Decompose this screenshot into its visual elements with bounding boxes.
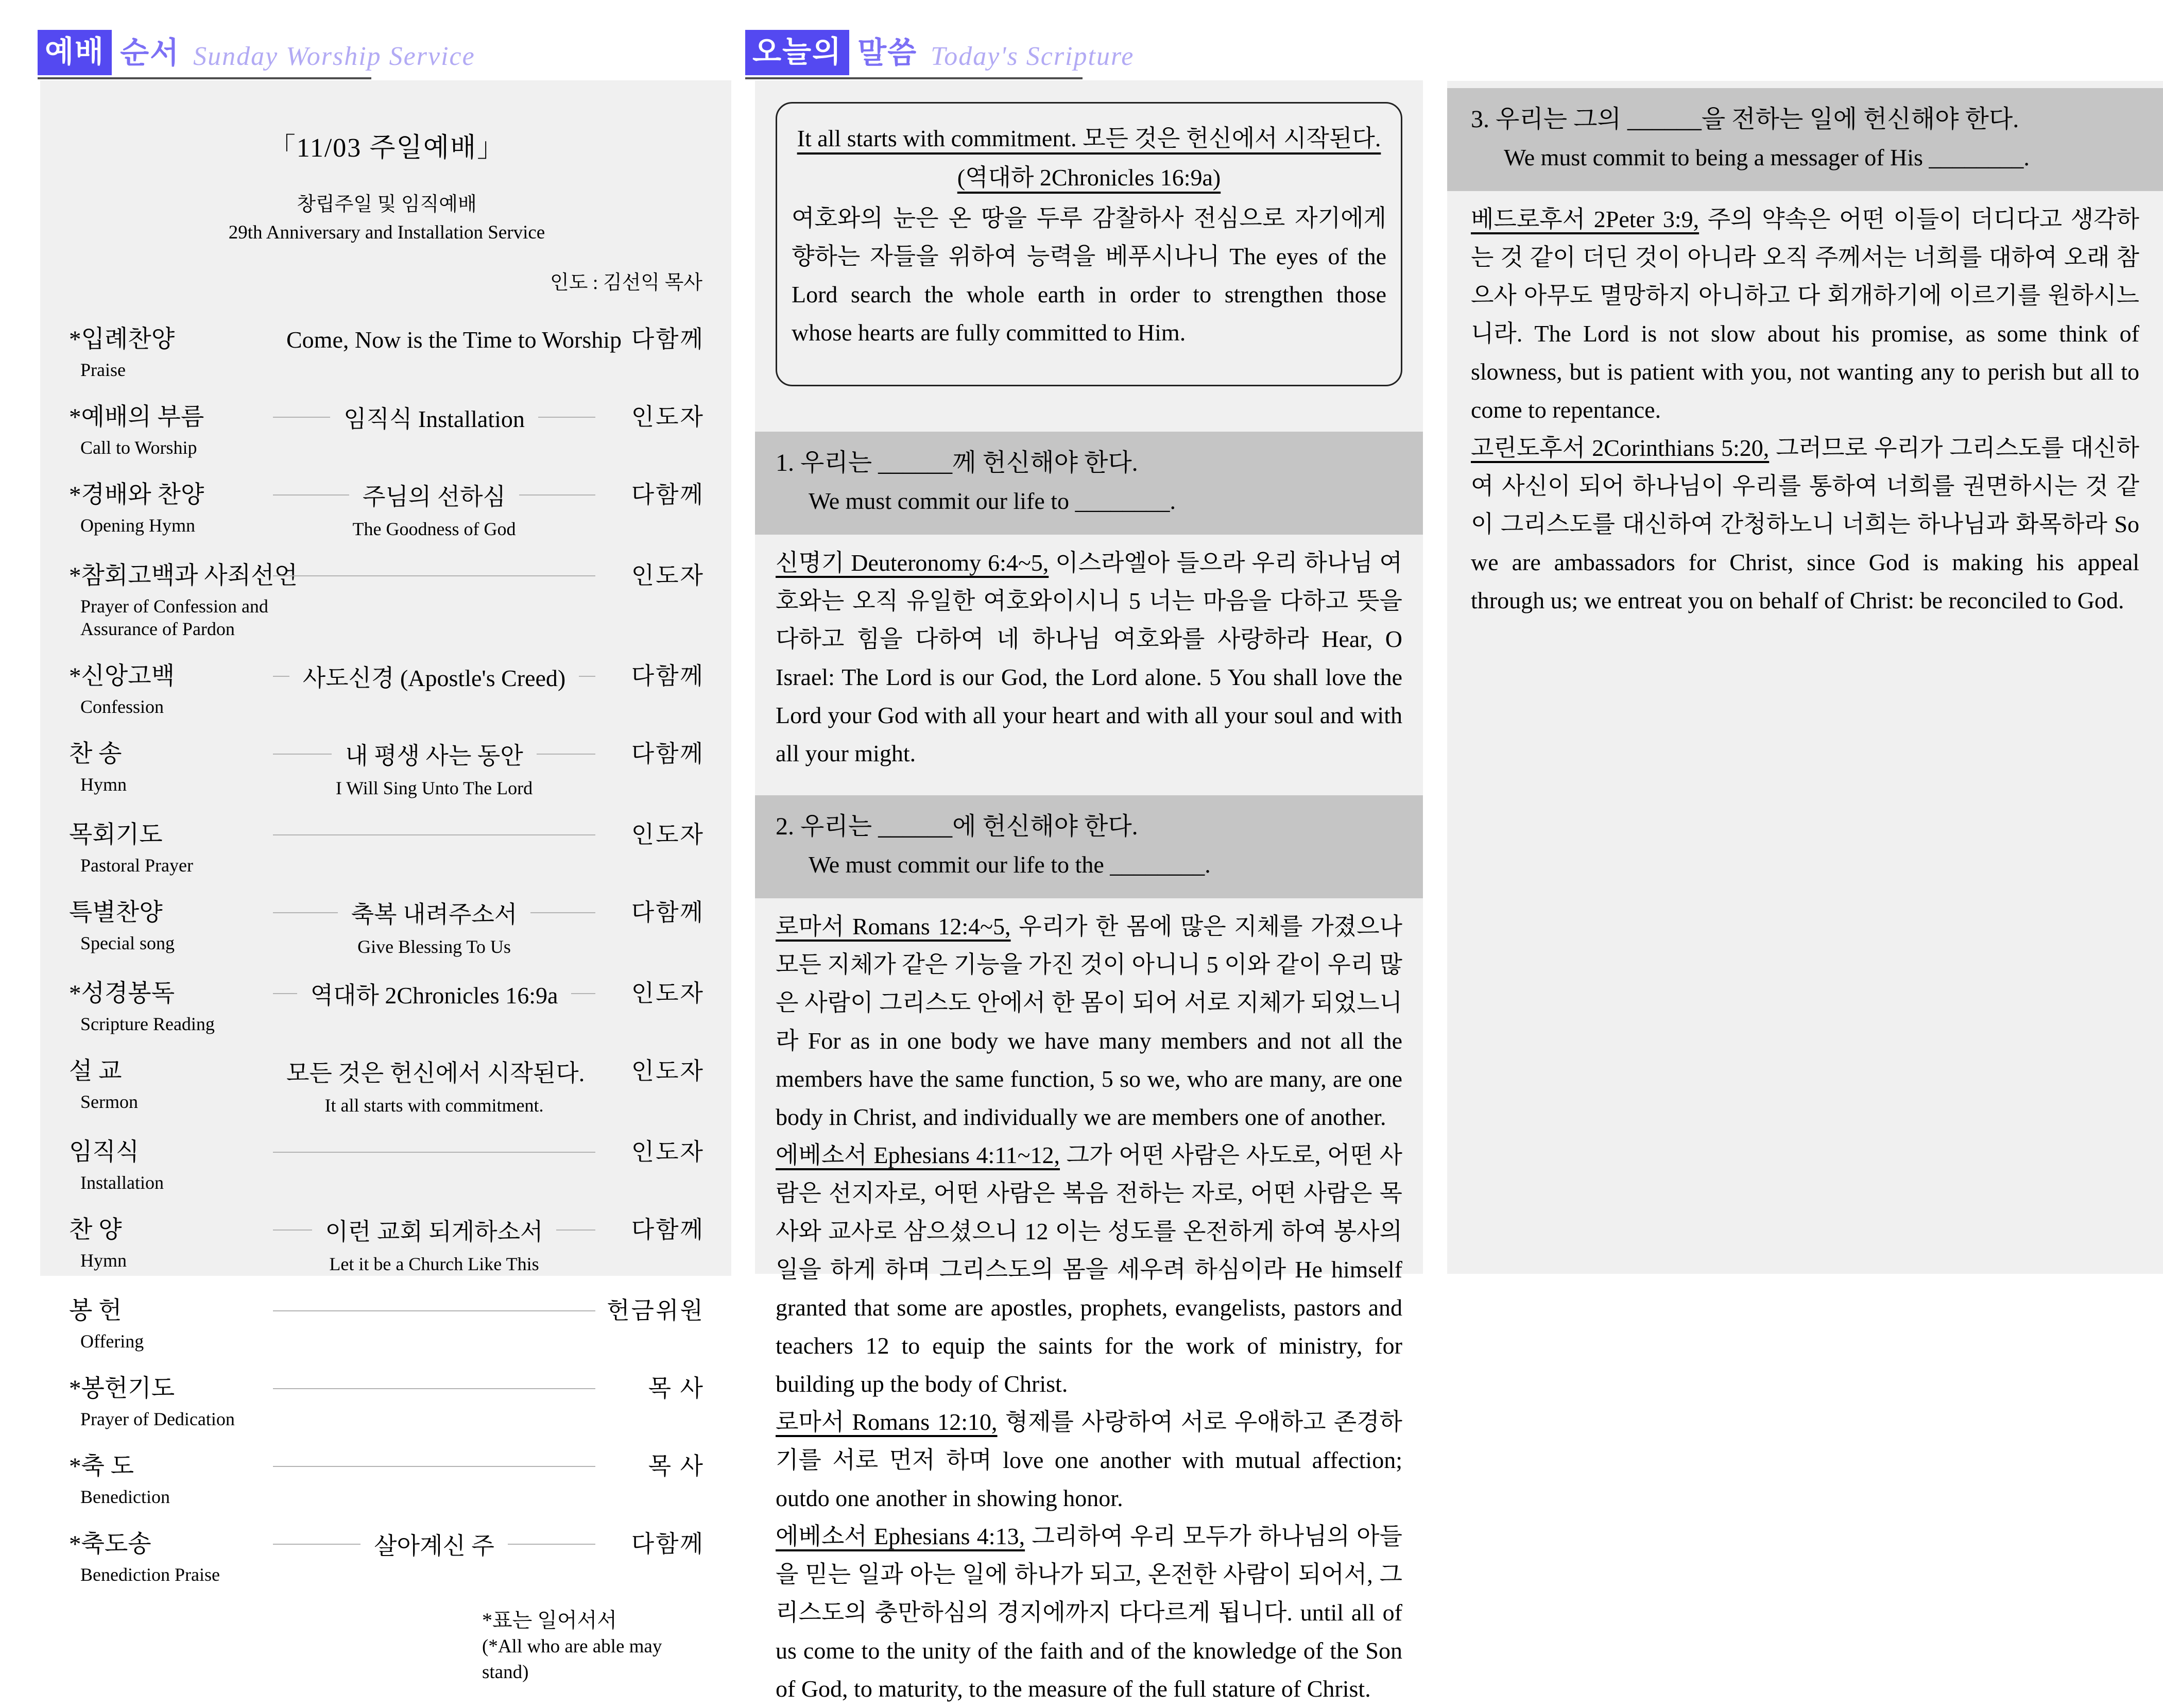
order-row-line xyxy=(273,1451,595,1481)
order-row-label xyxy=(69,1529,273,1586)
order-row-line xyxy=(273,1215,595,1245)
order-item-english: Special song xyxy=(80,933,175,953)
order-item-korean: 봉 헌 xyxy=(69,1297,122,1324)
key-verse-box xyxy=(776,102,1402,386)
order-row-line xyxy=(273,739,595,769)
leader-line xyxy=(508,1544,595,1545)
order-item-role: 다함께 xyxy=(631,1217,705,1243)
section-heading-english: We must commit our life to ________. xyxy=(809,488,1176,514)
scripture-reference: 에베소서 Ephesians 4:11~12, xyxy=(776,1142,1060,1168)
order-row-label xyxy=(69,1296,273,1353)
order-row xyxy=(69,1296,705,1353)
leader-line xyxy=(556,1229,595,1231)
order-item-korean: *축 도 xyxy=(69,1453,134,1480)
scripture-reference: 로마서 Romans 12:10, xyxy=(776,1409,998,1435)
leader-line xyxy=(519,494,595,496)
order-row-label xyxy=(69,1215,273,1272)
order-item-english: Offering xyxy=(80,1331,144,1352)
order-row-label xyxy=(69,979,273,1035)
leader-line xyxy=(273,993,297,994)
order-item-english: Benediction xyxy=(80,1487,170,1507)
stand-footnote-en: (*All who are able may stand) xyxy=(482,1636,662,1683)
order-row xyxy=(69,561,705,640)
order-row-line xyxy=(273,402,595,432)
service-title: 「11/03 주일예배」 xyxy=(268,133,505,163)
order-item-role: 다함께 xyxy=(631,663,705,689)
order-item-title: 이런 교회 되게하소서 xyxy=(325,1219,543,1245)
order-row-label xyxy=(69,1056,273,1113)
order-item-title: Come, Now is the Time to Worship xyxy=(286,326,622,353)
scripture-reference: 에베소서 Ephesians 4:13, xyxy=(776,1523,1025,1549)
order-row-middle xyxy=(273,661,595,691)
scripture-panel xyxy=(755,80,1423,1702)
order-row xyxy=(69,480,705,540)
scripture-paragraph: 고린도후서 2Corinthians 5:20, 그러므로 우리가 그리스도를 대신하여 사신이 되어 하나님이 우리를 통하여 너희를 권면하시는 것 같이 그리스도를 대신하여 간청하노니 너희는 하나님과 화목하라 So we are ambassadors for Christ, since God is making his appeal through us; we entreat you on behalf of Christ: be reconciled to God. xyxy=(1471,435,2139,613)
leader-line xyxy=(273,494,349,496)
order-item-title: 주님의 선하심 xyxy=(362,484,506,510)
worship-order-header-box: 예배 xyxy=(38,30,112,75)
order-row-middle xyxy=(273,1374,595,1404)
worship-order-header xyxy=(38,30,475,75)
order-row xyxy=(69,979,705,1035)
section-heading-bar xyxy=(755,795,1423,898)
order-item-korean: *참회고백과 사죄선언 xyxy=(69,562,298,589)
order-row-line xyxy=(273,324,622,354)
order-row-line xyxy=(273,561,595,591)
order-row xyxy=(69,1215,705,1275)
leader-line xyxy=(273,834,595,835)
service-subtitle-en: 29th Anniversary and Installation Service xyxy=(228,222,545,243)
scripture-sections xyxy=(1471,88,2139,620)
order-item-english: Sermon xyxy=(80,1091,138,1112)
order-item-english: Call to Worship xyxy=(80,437,197,458)
order-row-middle xyxy=(273,898,595,958)
order-row-middle xyxy=(273,1529,595,1559)
order-item-korean: *성경봉독 xyxy=(69,980,175,1007)
scripture-sections xyxy=(776,432,1402,1708)
section-heading-korean: 2. 우리는 ______에 헌신해야 한다. xyxy=(776,813,1138,840)
worship-order-panel xyxy=(40,80,731,1683)
scripture-paragraph: 신명기 Deuteronomy 6:4~5, 이스라엘아 들으라 우리 하나님 여호와는 오직 유일한 여호와이시니 5 너는 마음을 다하고 뜻을 다하고 힘을 다하여 네 하나님 여호와를 사랑하라 Hear, O Israel: The Lord is our God, the Lord alone. 5 You shall love the Lord your God with all your heart and with all your soul and with all your might. xyxy=(776,550,1402,766)
order-item-title: 임직식 Installation xyxy=(344,406,525,432)
leader-line xyxy=(273,754,332,755)
section-gap xyxy=(776,773,1402,795)
order-row xyxy=(69,820,705,877)
order-item-korean: *봉헌기도 xyxy=(69,1375,175,1402)
order-row-label xyxy=(69,820,273,877)
order-row-middle xyxy=(273,402,595,432)
scripture-header-box: 오늘의 xyxy=(745,30,849,75)
order-item-title: 내 평생 사는 동안 xyxy=(345,743,523,769)
order-row-middle xyxy=(273,1137,595,1167)
section-heading-korean: 1. 우리는 ______께 헌신해야 한다. xyxy=(776,449,1138,476)
leader-line xyxy=(273,1544,360,1545)
scripture-paragraph: 에베소서 Ephesians 4:11~12, 그가 어떤 사람은 사도로, 어떤 사람은 선지자로, 어떤 사람은 복음 전하는 자로, 어떤 사람은 목사와 교사로 삼으셨으니 12 이는 성도를 온전하게 하여 봉사의 일을 하게 하며 그리스도의 몸을 세우려 하심이라 He himself granted that some are apostles, prophets, evangelists, pastors and teachers 12 to equip the saints for the work of ministry, for building up the body of Christ. xyxy=(776,1142,1402,1397)
scripture-reference: 로마서 Romans 12:4~5, xyxy=(776,913,1011,940)
order-row-line xyxy=(273,979,595,1009)
order-row xyxy=(69,898,705,958)
order-row-label xyxy=(69,661,273,718)
stand-footnote xyxy=(482,1607,705,1685)
order-row xyxy=(69,1374,705,1430)
order-row-line xyxy=(273,898,595,928)
order-row-label xyxy=(69,1451,273,1508)
order-row-middle xyxy=(273,324,622,354)
order-row-label xyxy=(69,324,273,381)
order-item-korean: 특별찬양 xyxy=(69,899,163,926)
order-row xyxy=(69,1529,705,1586)
order-item-title: 역대하 2Chronicles 16:9a xyxy=(310,982,558,1009)
order-item-english: Confession xyxy=(80,696,164,717)
order-row-line xyxy=(273,1056,595,1086)
scripture-paragraph: 로마서 Romans 12:10, 형제를 사랑하여 서로 우애하고 존경하기를 서로 먼저 하며 love one another with mutual affection; outdo one another in showing honor. xyxy=(776,1409,1402,1511)
leader-line xyxy=(273,1152,595,1153)
scripture-reference: 고린도후서 2Corinthians 5:20, xyxy=(1471,435,1770,461)
order-item-korean: 찬 양 xyxy=(69,1217,122,1243)
order-item-role: 인도자 xyxy=(631,1139,705,1165)
order-row-label xyxy=(69,898,273,954)
order-row xyxy=(69,324,705,381)
section-heading-korean: 3. 우리는 그의 ______을 전하는 일에 헌신해야 한다. xyxy=(1471,106,2019,133)
leader-line xyxy=(273,1310,595,1311)
order-row-label xyxy=(69,1374,273,1430)
order-row xyxy=(69,661,705,718)
order-row-line xyxy=(273,820,595,850)
order-row-middle xyxy=(273,739,595,799)
order-row-middle xyxy=(273,979,595,1009)
order-item-english: Installation xyxy=(80,1172,164,1193)
order-item-title-english: The Goodness of God xyxy=(352,519,516,539)
scripture-paragraph: 에베소서 Ephesians 4:13, 그리하여 우리 모두가 하나님의 아들을 믿는 일과 아는 일에 하나가 되고, 온전한 사람이 되어서, 그리스도의 충만하심의 경지에까지 다다르게 됩니다. until all of us come to the unity of the faith and of the knowledge of the Son of God, to maturity, to the measure of the full stature of Christ. xyxy=(776,1523,1402,1702)
key-verse-line2: (역대하 2Chronicles 16:9a) xyxy=(957,164,1221,191)
section-body xyxy=(776,544,1402,773)
section-heading-english: We must commit our life to the ________. xyxy=(809,851,1211,878)
order-item-role: 목 사 xyxy=(648,1375,705,1402)
order-row-middle xyxy=(273,480,595,540)
order-item-english: Hymn xyxy=(80,774,127,795)
order-rows xyxy=(69,324,705,1586)
service-leader: 인도 : 김선익 목사 xyxy=(550,272,702,294)
order-item-role: 인도자 xyxy=(631,562,705,589)
leader-line xyxy=(571,993,595,994)
order-item-role: 다함께 xyxy=(631,899,705,926)
order-item-title: 살아계신 주 xyxy=(374,1533,494,1559)
order-item-role: 인도자 xyxy=(631,404,705,430)
order-row xyxy=(69,1451,705,1508)
worship-order-header-subtitle: Sunday Worship Service xyxy=(193,42,475,71)
order-item-korean: *입례찬양 xyxy=(69,326,175,353)
service-subtitle-ko: 창립주일 및 임직예배 xyxy=(297,194,477,215)
order-item-korean: 설 교 xyxy=(69,1058,122,1085)
order-item-korean: 임직식 xyxy=(69,1139,140,1166)
stand-footnote-ko: *표는 일어서서 xyxy=(482,1609,617,1632)
order-item-korean: *예배의 부름 xyxy=(69,404,204,431)
order-item-english: Scripture Reading xyxy=(80,1014,215,1034)
worship-order-header-title: 순서 xyxy=(120,36,180,70)
order-item-title-english: Let it be a Church Like This xyxy=(329,1254,539,1274)
order-row-line xyxy=(273,1529,595,1559)
order-item-role: 목 사 xyxy=(648,1453,705,1479)
scripture-panel-continued xyxy=(1447,81,2163,1274)
order-item-english: Prayer of Confession and Assurance of Pardon xyxy=(80,596,268,639)
order-item-role: 인도자 xyxy=(631,822,705,848)
order-row-label xyxy=(69,1137,273,1194)
order-row-middle xyxy=(273,820,595,850)
order-item-korean: *경배와 찬양 xyxy=(69,482,204,508)
order-item-title-english: I Will Sing Unto The Lord xyxy=(335,778,533,798)
order-row-line xyxy=(273,1137,595,1167)
leader-line xyxy=(273,1229,312,1231)
header-underline xyxy=(745,77,1083,79)
order-item-title: 모든 것은 헌신에서 시작된다. xyxy=(286,1060,585,1086)
scripture-header-title: 말씀 xyxy=(857,36,918,70)
scripture-header-subtitle: Today's Scripture xyxy=(931,42,1135,71)
order-item-role: 다함께 xyxy=(631,326,705,352)
leader-line xyxy=(579,676,595,677)
scripture-paragraph: 베드로후서 2Peter 3:9, 주의 약속은 어떤 이들이 더디다고 생각하는 것 같이 더딘 것이 아니라 오직 주께서는 너희를 대하여 오래 참으사 아무도 멸망하지 아니하고 다 회개하기에 이르기를 원하시느니라. The Lord is not slow about his promise, as some think of slowness, but is patient with you, not wanting any to perish but all to come to repentance. xyxy=(1471,206,2139,423)
leader-line xyxy=(273,1466,595,1467)
header-underline xyxy=(38,77,371,79)
order-row-label xyxy=(69,739,273,796)
leader-line xyxy=(273,417,330,418)
order-item-korean: 목회기도 xyxy=(69,822,163,848)
scripture-paragraph: 로마서 Romans 12:4~5, 우리가 한 몸에 많은 지체를 가졌으나 모든 지체가 같은 기능을 가진 것이 아니니 5 이와 같이 우리 많은 사람이 그리스도 안에서 한 몸이 되어 서로 지체가 되었느니라 For as in one body we have many members and not all the members have the same function, 5 so we, who are many, are one body in Christ, and individually we are members one of another. xyxy=(776,913,1402,1130)
order-item-korean: *신앙고백 xyxy=(69,663,175,690)
order-row xyxy=(69,739,705,799)
leader-line xyxy=(530,912,595,913)
order-row xyxy=(69,1137,705,1194)
order-item-title: 사도신경 (Apostle's Creed) xyxy=(302,665,566,691)
order-item-english: Hymn xyxy=(80,1250,127,1271)
order-item-role: 인도자 xyxy=(631,980,705,1006)
scripture-header xyxy=(745,30,1134,75)
order-item-role: 인도자 xyxy=(631,1058,705,1084)
order-row-line xyxy=(273,480,595,510)
order-item-role: 다함께 xyxy=(631,1531,705,1557)
order-item-korean: 찬 송 xyxy=(69,741,122,767)
order-row-middle xyxy=(273,561,595,591)
order-row-label xyxy=(69,480,273,537)
leader-line xyxy=(273,912,338,913)
order-item-korean: *축도송 xyxy=(69,1531,151,1558)
leader-line xyxy=(273,676,289,677)
section-heading-english: We must commit to being a messager of His ________. xyxy=(1504,144,2030,170)
order-item-english: Prayer of Dedication xyxy=(80,1409,235,1429)
order-row-middle xyxy=(273,1056,595,1116)
section-body xyxy=(1471,200,2139,620)
scripture-reference: 신명기 Deuteronomy 6:4~5, xyxy=(776,550,1049,576)
key-verse-line1: It all starts with commitment. 모든 것은 헌신에서 시작된다. xyxy=(797,125,1381,151)
order-row xyxy=(69,402,705,459)
order-item-title: 축복 내려주소서 xyxy=(351,901,518,928)
order-row-line xyxy=(273,1374,595,1404)
scripture-reference: 베드로후서 2Peter 3:9, xyxy=(1471,206,1700,232)
order-item-english: Benediction Praise xyxy=(80,1564,220,1585)
leader-line xyxy=(537,754,595,755)
leader-line xyxy=(273,575,595,576)
order-row-middle xyxy=(273,1215,595,1275)
order-item-title-english: It all starts with commitment. xyxy=(324,1095,544,1116)
order-item-role: 다함께 xyxy=(631,741,705,767)
section-body xyxy=(776,908,1402,1708)
order-item-english: Praise xyxy=(80,360,126,380)
order-item-role: 다함께 xyxy=(631,482,705,508)
order-item-role: 헌금위원 xyxy=(607,1297,705,1324)
order-row-label xyxy=(69,561,298,640)
order-row-middle xyxy=(273,1451,595,1481)
order-row-line xyxy=(273,661,595,691)
leader-line xyxy=(273,1388,595,1389)
order-item-english: Opening Hymn xyxy=(80,515,195,536)
leader-line xyxy=(538,417,595,418)
section-heading-bar xyxy=(1447,88,2163,191)
order-row-middle xyxy=(273,1296,595,1326)
order-item-english: Pastoral Prayer xyxy=(80,855,193,876)
key-verse-body: 여호와의 눈은 온 땅을 두루 감찰하사 전심으로 자기에게 향하는 자들을 위하여 능력을 베푸시나니 The eyes of the Lord search the whole earth in order to strengthen those whose hearts are fully committed to Him. xyxy=(792,205,1386,346)
section-heading-bar xyxy=(755,432,1423,535)
order-item-title-english: Give Blessing To Us xyxy=(357,936,511,957)
order-row xyxy=(69,1056,705,1116)
order-row-line xyxy=(273,1296,595,1326)
order-row-label xyxy=(69,402,273,459)
